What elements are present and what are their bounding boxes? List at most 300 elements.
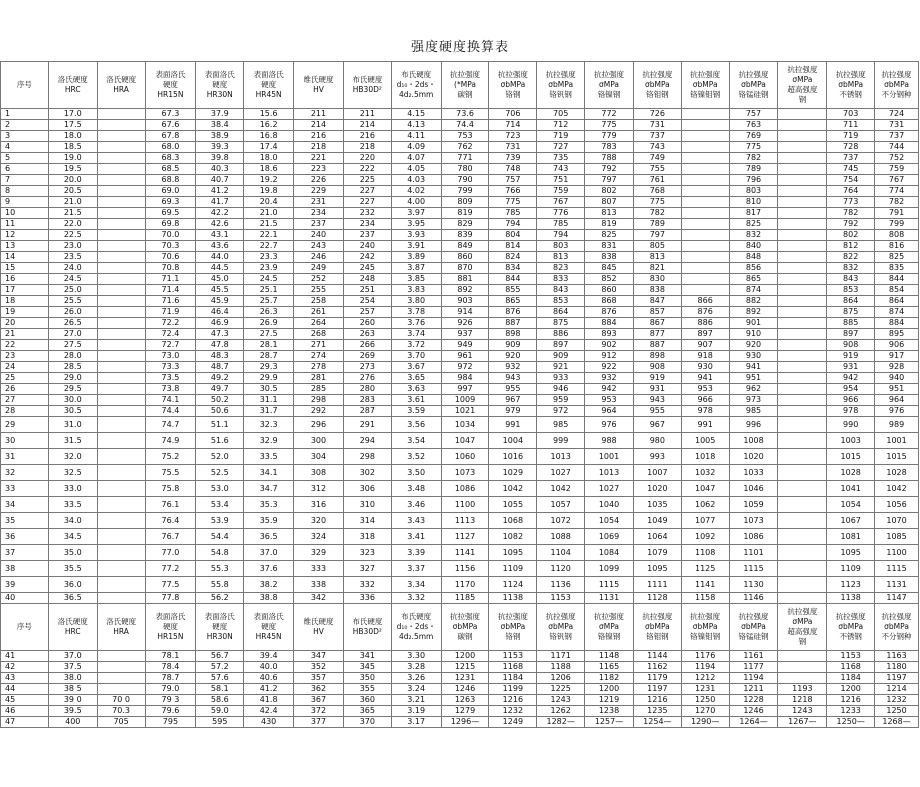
table-cell: 312 (294, 481, 344, 497)
table-cell: 949 (441, 340, 489, 351)
table-cell: 1146 (729, 593, 778, 604)
table-cell (97, 417, 145, 433)
table-cell: 731 (875, 120, 919, 131)
column-header: 抗拉强度 σMPa 超高强度 钢 (778, 62, 827, 109)
table-cell: 996 (729, 417, 778, 433)
table-cell: 1067 (827, 513, 875, 529)
table-cell: 954 (827, 384, 875, 395)
table-cell: 3.76 (391, 318, 441, 329)
table-cell: 73.5 (145, 373, 196, 384)
table-cell: 1200 (441, 651, 489, 662)
table-cell (778, 186, 827, 197)
table-cell: 1128 (633, 593, 681, 604)
table-cell (681, 131, 729, 142)
table-cell: 1109 (489, 561, 537, 577)
table-cell: 7 (1, 175, 49, 186)
conversion-table (0, 61, 919, 728)
table-cell: 29.9 (244, 373, 294, 384)
table-cell: 932 (585, 373, 634, 384)
table-cell: 338 (294, 577, 344, 593)
table-row (1, 545, 919, 561)
table-cell (681, 252, 729, 263)
table-cell: 876 (489, 307, 537, 318)
table-cell: 892 (441, 285, 489, 296)
column-header: 抗拉强度 σbMPa 铬镍钼钢 (681, 604, 729, 651)
table-cell: 1068 (489, 513, 537, 529)
table-cell: 1296— (441, 717, 489, 728)
table-cell: 799 (441, 186, 489, 197)
table-cell: 21.5 (244, 219, 294, 230)
table-cell: 789 (633, 219, 681, 230)
table-cell: 1238 (585, 706, 634, 717)
table-cell: 831 (585, 241, 634, 252)
table-cell: 980 (633, 433, 681, 449)
table-cell: 973 (729, 395, 778, 406)
table-cell: 220 (343, 153, 391, 164)
table-cell: 743 (633, 142, 681, 153)
table-cell: 1216 (489, 695, 537, 706)
table-cell: 69.8 (145, 219, 196, 230)
table-cell: 255 (294, 285, 344, 296)
table-cell: 809 (441, 197, 489, 208)
table-cell: 430 (244, 717, 294, 728)
column-header: 表面洛氏 硬度 HR45N (244, 604, 294, 651)
table-row (1, 673, 919, 684)
table-cell (681, 120, 729, 131)
table-cell: 36.0 (48, 577, 97, 593)
table-cell: 3.28 (391, 662, 441, 673)
table-cell: 764 (827, 186, 875, 197)
table-cell: 59.0 (196, 706, 244, 717)
table-cell: 70.6 (145, 252, 196, 263)
table-cell: 1086 (441, 481, 489, 497)
table-cell: 70.8 (145, 263, 196, 274)
table-cell: 18.5 (48, 142, 97, 153)
table-cell: 287 (343, 406, 391, 417)
table-cell: 1144 (633, 651, 681, 662)
column-header: 抗拉强度 σMPa 铬镍钢 (585, 62, 634, 109)
table-row (1, 109, 919, 120)
table-cell: 3.21 (391, 695, 441, 706)
table-row (1, 465, 919, 481)
table-cell: 790 (441, 175, 489, 186)
table-cell: 1081 (827, 529, 875, 545)
table-row (1, 120, 919, 131)
table-cell (778, 241, 827, 252)
table-row (1, 285, 919, 296)
table-cell: 825 (875, 252, 919, 263)
table-cell: 3.24 (391, 684, 441, 695)
table-cell: 1148 (585, 651, 634, 662)
table-cell: 782 (875, 197, 919, 208)
table-cell: 37 (1, 545, 49, 561)
table-cell: 3.54 (391, 433, 441, 449)
table-cell: 1219 (585, 695, 634, 706)
table-cell: 17.0 (48, 109, 97, 120)
table-cell: 1184 (827, 673, 875, 684)
table-cell: 829 (441, 219, 489, 230)
table-cell: 28.1 (244, 340, 294, 351)
table-cell: 3.50 (391, 465, 441, 481)
table-cell: 69.0 (145, 186, 196, 197)
table-cell: 30 (1, 433, 49, 449)
table-cell: 232 (343, 208, 391, 219)
table-cell (681, 230, 729, 241)
table-cell: 1199 (489, 684, 537, 695)
table-cell: 352 (294, 662, 344, 673)
table-cell: 211 (343, 109, 391, 120)
table-cell: 988 (585, 433, 634, 449)
table-cell: 45.9 (196, 296, 244, 307)
table-cell: 772 (585, 109, 634, 120)
table-cell (681, 153, 729, 164)
table-cell: 38.9 (196, 131, 244, 142)
table-cell: 844 (489, 274, 537, 285)
table-cell: 860 (585, 285, 634, 296)
table-cell: 830 (633, 274, 681, 285)
table-cell: 797 (585, 175, 634, 186)
table-cell: 49.2 (196, 373, 244, 384)
table-cell: 276 (343, 373, 391, 384)
table-row (1, 274, 919, 285)
table-cell: 875 (827, 307, 875, 318)
table-cell: 1162 (633, 662, 681, 673)
table-cell: 34 (1, 497, 49, 513)
table-cell: 1047 (441, 433, 489, 449)
table-cell: 964 (875, 395, 919, 406)
table-cell: 1194 (681, 662, 729, 673)
table-cell: 294 (343, 433, 391, 449)
table-cell: 1250 (681, 695, 729, 706)
table-cell: 1 (1, 109, 49, 120)
table-cell: 978 (681, 406, 729, 417)
table-cell: 42.2 (196, 208, 244, 219)
table-cell: 989 (875, 417, 919, 433)
table-cell: 251 (343, 285, 391, 296)
table-cell (778, 329, 827, 340)
table-cell (97, 651, 145, 662)
table-cell (778, 219, 827, 230)
table-cell: 914 (441, 307, 489, 318)
table-cell: 72.2 (145, 318, 196, 329)
table-cell: 30.0 (48, 395, 97, 406)
table-cell: 802 (827, 230, 875, 241)
column-header: 抗拉强度 σbMPa 不锈钢 (827, 604, 875, 651)
table-cell: 907 (681, 340, 729, 351)
table-cell: 302 (343, 465, 391, 481)
table-cell: 57.2 (196, 662, 244, 673)
table-cell: 14 (1, 252, 49, 263)
table-row (1, 329, 919, 340)
table-cell (778, 208, 827, 219)
table-cell: 813 (585, 208, 634, 219)
table-cell: 838 (633, 285, 681, 296)
table-cell: 257 (343, 307, 391, 318)
table-cell: 24.5 (244, 274, 294, 285)
table-cell: 940 (875, 373, 919, 384)
table-row (1, 706, 919, 717)
table-cell: 817 (729, 208, 778, 219)
table-row (1, 373, 919, 384)
table-cell: 3.89 (391, 252, 441, 263)
table-cell: 27 (1, 395, 49, 406)
table-cell: 26.3 (244, 307, 294, 318)
table-cell: 22 (1, 340, 49, 351)
table-cell: 919 (827, 351, 875, 362)
table-cell: 774 (875, 186, 919, 197)
table-cell: 1197 (633, 684, 681, 695)
table-cell: 812 (827, 241, 875, 252)
table-cell: 1008 (729, 433, 778, 449)
table-cell: 38 (1, 561, 49, 577)
table-cell: 953 (681, 384, 729, 395)
table-cell (97, 340, 145, 351)
table-cell: 1168 (827, 662, 875, 673)
table-row (1, 417, 919, 433)
table-cell: 43.6 (196, 241, 244, 252)
table-cell: 24.5 (48, 274, 97, 285)
table-cell: 41.8 (244, 695, 294, 706)
table-cell: 1138 (827, 593, 875, 604)
table-cell (681, 175, 729, 186)
table-cell: 51.6 (196, 433, 244, 449)
table-cell: 1073 (441, 465, 489, 481)
table-cell: 214 (294, 120, 344, 131)
table-cell: 714 (489, 120, 537, 131)
table-cell (778, 662, 827, 673)
table-cell: 34.0 (48, 513, 97, 529)
table-cell (97, 684, 145, 695)
table-cell: 901 (729, 318, 778, 329)
table-cell: 360 (343, 695, 391, 706)
table-cell: 18 (1, 296, 49, 307)
table-cell: 1131 (585, 593, 634, 604)
table-cell: 50.6 (196, 406, 244, 417)
table-cell: 1042 (537, 481, 585, 497)
table-cell: 37.5 (48, 662, 97, 673)
table-cell: 39 (1, 577, 49, 593)
table-cell: 834 (489, 263, 537, 274)
table-cell: 895 (875, 329, 919, 340)
table-row (1, 164, 919, 175)
table-cell: 40.0 (244, 662, 294, 673)
table-cell: 712 (537, 120, 585, 131)
table-cell: 68.0 (145, 142, 196, 153)
table-cell: 345 (343, 662, 391, 673)
table-cell: 3.63 (391, 384, 441, 395)
table-cell: 70 0 (97, 695, 145, 706)
table-row (1, 175, 919, 186)
table-cell: 1054 (827, 497, 875, 513)
table-cell: 34.5 (48, 529, 97, 545)
table-cell: 731 (633, 120, 681, 131)
table-cell: 4.02 (391, 186, 441, 197)
table-cell (681, 142, 729, 153)
table-cell: 20.4 (244, 197, 294, 208)
table-cell: 35.9 (244, 513, 294, 529)
table-cell: 1225 (537, 684, 585, 695)
table-cell: 775 (633, 197, 681, 208)
table-cell: 1215 (441, 662, 489, 673)
table-cell: 1069 (585, 529, 634, 545)
table-cell: 1027 (585, 481, 634, 497)
table-cell: 803 (729, 186, 778, 197)
table-cell: 824 (489, 252, 537, 263)
table-cell (97, 230, 145, 241)
table-cell: 73.6 (441, 109, 489, 120)
table-cell: 67.6 (145, 120, 196, 131)
table-cell: 748 (489, 164, 537, 175)
table-cell: 1153 (537, 593, 585, 604)
table-cell: 759 (875, 164, 919, 175)
table-cell: 17.5 (48, 120, 97, 131)
table-cell: 966 (827, 395, 875, 406)
table-cell: 75.2 (145, 449, 196, 465)
table-cell (97, 285, 145, 296)
table-cell: 67.3 (145, 109, 196, 120)
column-header: 洛氏硬度 HRA (97, 604, 145, 651)
table-cell: 819 (585, 219, 634, 230)
table-cell: 1141 (441, 545, 489, 561)
table-cell: 20.0 (48, 175, 97, 186)
table-cell: 33.5 (48, 497, 97, 513)
table-cell: 852 (585, 274, 634, 285)
table-row (1, 263, 919, 274)
table-cell: 1007 (633, 465, 681, 481)
column-header: 抗拉强度 σbMPa 铬钒钢 (537, 62, 585, 109)
table-cell: 897 (681, 329, 729, 340)
table-cell: 1179 (633, 673, 681, 684)
table-cell (97, 197, 145, 208)
table-cell: 336 (343, 593, 391, 604)
table-cell: 74.4 (441, 120, 489, 131)
table-cell: 20 (1, 318, 49, 329)
table-cell (97, 186, 145, 197)
column-header: 洛氏硬度 HRA (97, 62, 145, 109)
table-cell: 882 (729, 296, 778, 307)
table-cell: 874 (875, 307, 919, 318)
table-cell: 49.7 (196, 384, 244, 395)
table-cell: 1095 (633, 561, 681, 577)
table-cell (97, 577, 145, 593)
column-header: 抗拉强度 σbMPa 铬钢 (489, 62, 537, 109)
table-cell: 3.48 (391, 481, 441, 497)
table-cell: 3.39 (391, 545, 441, 561)
table-cell: 753 (441, 131, 489, 142)
table-cell: 23 (1, 351, 49, 362)
table-cell: 263 (343, 329, 391, 340)
table-cell: 1263 (441, 695, 489, 706)
table-cell: 795 (145, 717, 196, 728)
table-cell: 3 (1, 131, 49, 142)
table-cell: 314 (343, 513, 391, 529)
table-cell: 226 (294, 175, 344, 186)
table-cell (681, 208, 729, 219)
table-cell: 54.8 (196, 545, 244, 561)
table-cell: 1040 (585, 497, 634, 513)
table-cell: 51.1 (196, 417, 244, 433)
table-cell: 819 (441, 208, 489, 219)
table-cell: 40 (1, 593, 49, 604)
column-header: 抗拉强度 σbMPa 铬锰硅钢 (729, 604, 778, 651)
table-cell (97, 545, 145, 561)
table-cell (778, 307, 827, 318)
table-cell: 1216 (827, 695, 875, 706)
table-cell: 40.6 (244, 673, 294, 684)
table-cell (97, 307, 145, 318)
table-cell: 23.5 (48, 252, 97, 263)
table-cell: 920 (729, 340, 778, 351)
table-cell: 1100 (875, 545, 919, 561)
table-cell (97, 109, 145, 120)
table-cell: 79.6 (145, 706, 196, 717)
table-cell (681, 186, 729, 197)
table-cell: 39.8 (196, 153, 244, 164)
table-cell: 40.3 (196, 164, 244, 175)
table-cell: 3.56 (391, 417, 441, 433)
table-cell: 1250 (875, 706, 919, 717)
table-cell: 362 (294, 684, 344, 695)
table-cell: 227 (343, 197, 391, 208)
table-cell: 719 (827, 131, 875, 142)
table-cell: 25.1 (244, 285, 294, 296)
table-cell (778, 651, 827, 662)
table-cell: 44 (1, 684, 49, 695)
table-cell (97, 513, 145, 529)
table-cell (778, 513, 827, 529)
table-cell: 976 (875, 406, 919, 417)
table-row (1, 384, 919, 395)
table-cell: 967 (489, 395, 537, 406)
table-cell: 943 (633, 395, 681, 406)
table-cell: 928 (875, 362, 919, 373)
table-cell: 1046 (729, 481, 778, 497)
table-cell: 24.0 (48, 263, 97, 274)
table-cell: 42.4 (244, 706, 294, 717)
table-cell: 855 (489, 285, 537, 296)
table-cell: 1033 (729, 465, 778, 481)
table-cell: 821 (633, 263, 681, 274)
table-cell (97, 497, 145, 513)
table-cell: 849 (441, 241, 489, 252)
table-cell: 884 (585, 318, 634, 329)
table-cell: 1020 (729, 449, 778, 465)
table-cell: 400 (48, 717, 97, 728)
table-row (1, 318, 919, 329)
table-cell (97, 252, 145, 263)
table-cell: 1197 (875, 673, 919, 684)
table-cell: 24 (1, 362, 49, 373)
table-cell: 19.5 (48, 164, 97, 175)
table-cell: 785 (489, 208, 537, 219)
table-cell: 15.6 (244, 109, 294, 120)
table-cell: 39.4 (244, 651, 294, 662)
table-cell: 27.5 (48, 340, 97, 351)
table-cell: 323 (343, 545, 391, 561)
table-cell (97, 120, 145, 131)
header-row (1, 62, 919, 109)
table-cell: 1200 (585, 684, 634, 695)
table-cell: 857 (633, 307, 681, 318)
table-cell: 47.8 (196, 340, 244, 351)
table-cell: 902 (585, 340, 634, 351)
table-cell: 3.93 (391, 230, 441, 241)
table-cell: 1041 (827, 481, 875, 497)
table-cell (778, 593, 827, 604)
table-cell: 876 (585, 307, 634, 318)
table-cell (97, 673, 145, 684)
table-cell: 18.6 (244, 164, 294, 175)
